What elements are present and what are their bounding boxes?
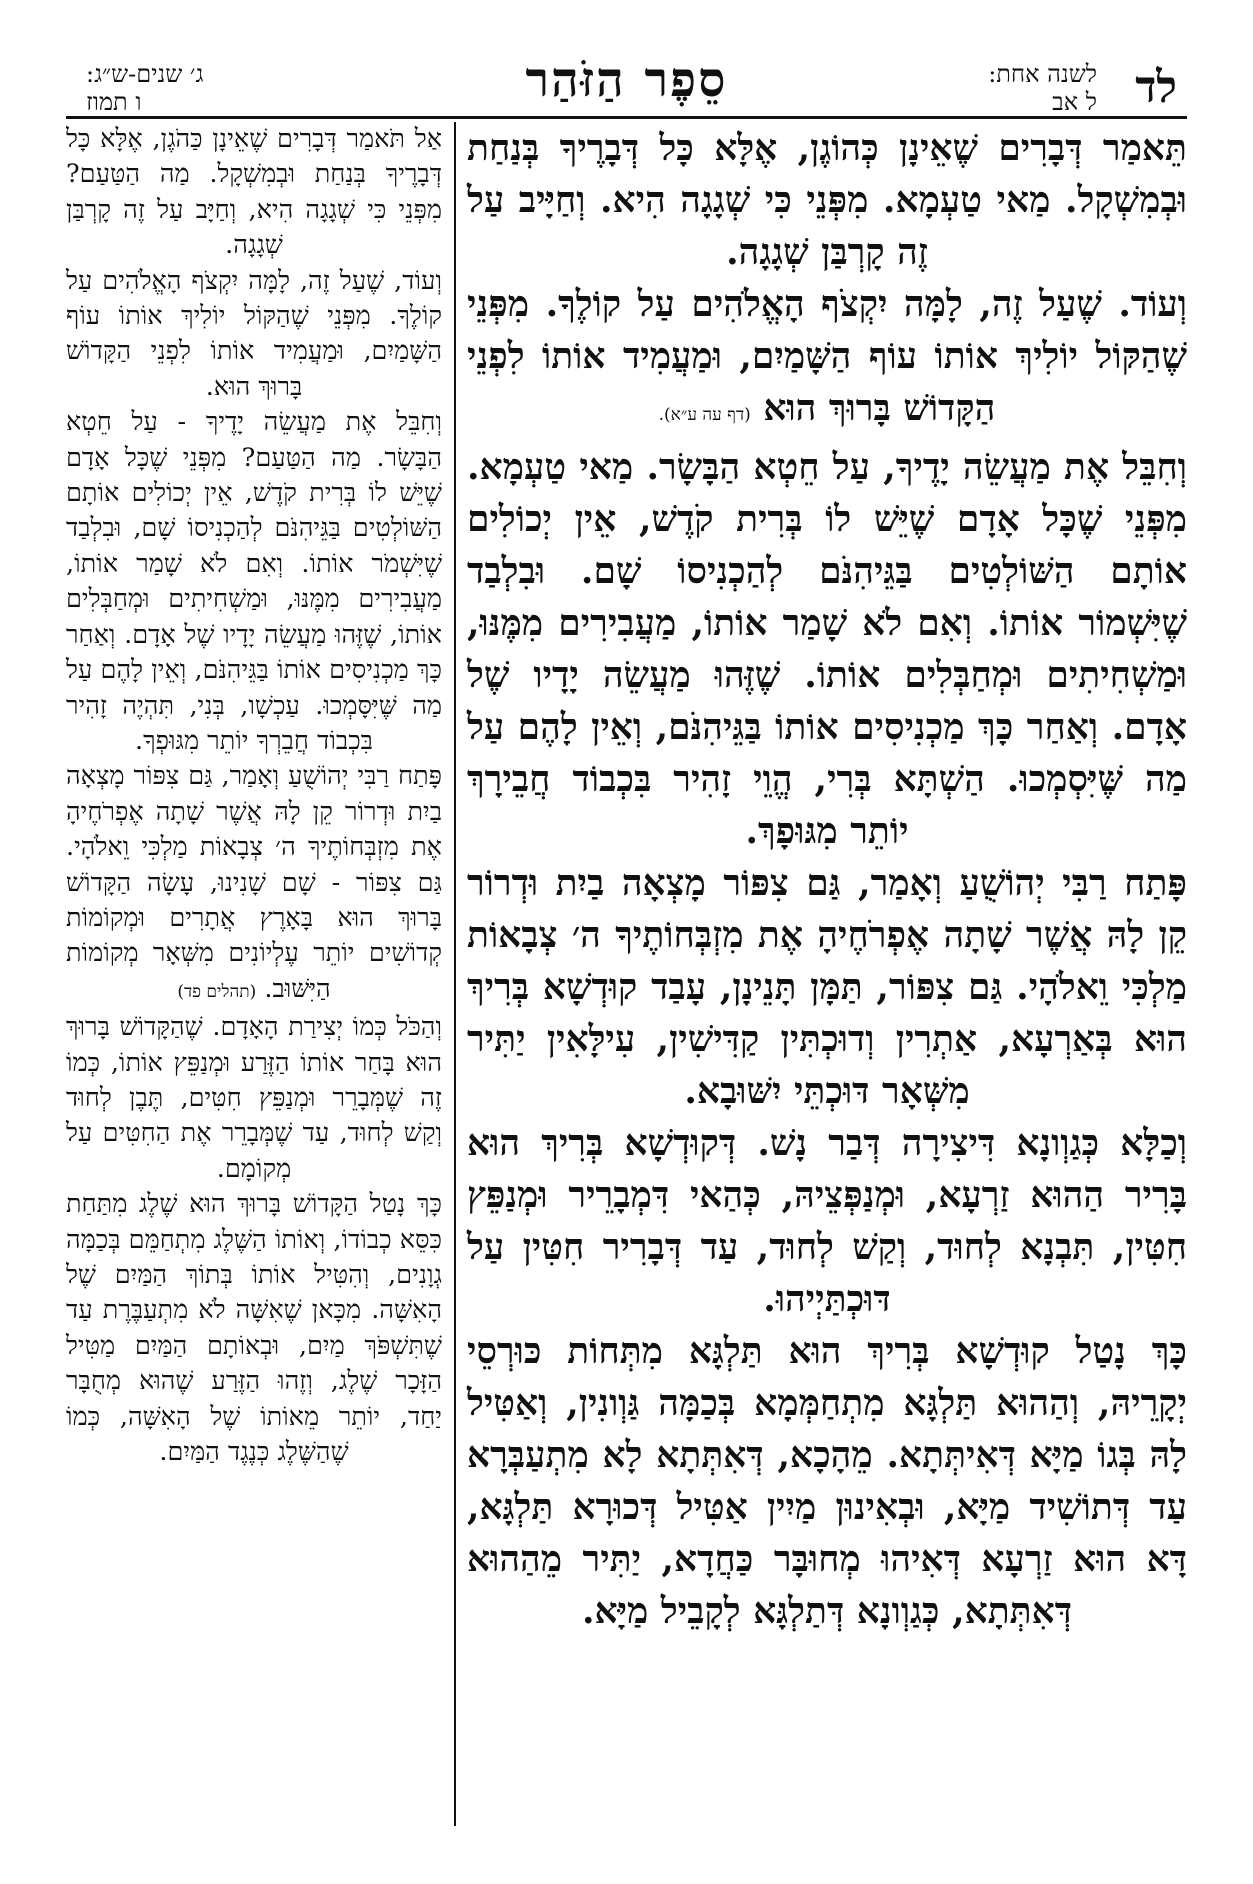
main-paragraph: פָּתַח רַבִּי יְהוֹשֻׁעַ וְאָמַר, גַּם צִפּוֹר מָצְאָה בַיִת וּדְרוֹר קֵן לָהּ אֲשֶׁר שָׁתָה אֶפְרֹחֶיהָ אֶת מִזְבְּחוֹתֶיךָ ה׳ צְבָאוֹת מַלְכִּי וֵאלֹהָי. גַּם צִפּוֹר, תַּמָּן תָּנֵינָן, עָבַד קוּדְשָׁא בְּרִיךְ הוּא בְּאַרְעָא, אַתְרִין וְדוּכְתִּין קַדִּישִׁין, עִילָּאִין יַתִּיר מִשְּׁאָר דּוּכְתֵּי יִשּׁוּבָא. xyxy=(467,862,1187,1112)
main-paragraph: וְעוֹד. שֶׁעַל זֶה, לָמָּה יִקְצֹף הָאֱלֹהִים עַל קוֹלֶךָ. מִפְּנֵי שֶׁהַקּוֹל יוֹלִיךְ אוֹתוֹ עוֹף הַשָּׁמַיִם, וּמַעֲמִיד אוֹתוֹ לִפְנֵי הַקָּדוֹשׁ בָּרוּךְ הוּא (דף עה ע״א). xyxy=(467,283,1187,429)
page-title: סֵפֶר הַזֹּהַר xyxy=(525,52,728,108)
main-paragraph: וְכַלָּא כְּגַוְונָא דִּיצִירָה דְּבַר נָשׁ. דְּקוּדְשָׁא בְּרִיךְ הוּא בָּרִיר הַהוּא זַרְעָא, וּמְנַפְּצֵיהּ, כְּהַאי דִּמְבָרֵיר וּמְנַפֵּץ חִטִּין, תִּבְנָא לְחוּד, וְקַשׁ לְחוּד, עַד דְּבָרִיר חִטִּין עַל דּוּכְתַּיְיהוּ. xyxy=(467,1122,1187,1320)
page-number: לד xyxy=(1135,62,1177,113)
side-paragraph: כָּךְ נָטַל הַקָּדוֹשׁ בָּרוּךְ הוּא שֶׁלֶג מִתַּחַת כִּסֵּא כְבוֹדוֹ, וְאוֹתוֹ הַשֶּׁלֶג מִתְחַמֵּם בְּכַמָּה גְוָנִים, וְהִטִּיל אוֹתוֹ בְּתוֹךְ הַמַּיִם שֶׁל הָאִשָּׁה. מִכָּאן שֶׁאִשָּׁה לֹא מִתְעַבֶּרֶת עַד שֶׁתִּשְׁפֹּךְ מַיִם, וּבְאוֹתָם הַמַּיִם מַטִּיל הַזָּכָר שֶׁלֶג, וְזֶהוּ הַזֶּרַע שֶׁהוּא מְחֻבָּר יַחַד, יוֹתֵר מֵאוֹתוֹ שֶׁל הָאִשָּׁה, כְּמוֹ שֶׁהַשֶּׁלֶג כְּנֶגֶד הַמַּיִם. xyxy=(66,1189,442,1468)
translation-column xyxy=(66,122,442,1470)
side-paragraph: אַל תֹּאמַר דְּבָרִים שֶׁאֵינָן כַּהֹגֶן, אֶלָּא כָּל דְּבָרֶיךָ בְּנַחַת וּבְמִשְׁקָל. מַה הַטַּעַם? מִפְּנֵי כִּי שְׁגָגָה הִיא, וְחַיָּב עַל זֶה קָרְבַּן שְׁגָגָה. xyxy=(66,124,442,261)
column-divider xyxy=(454,122,456,1826)
text-columns xyxy=(66,122,1187,1826)
citation: (דף עה ע״א). xyxy=(658,405,751,425)
side-paragraph: וְהַכֹּל כְּמוֹ יְצִירַת הָאָדָם. שֶׁהַקָּדוֹשׁ בָּרוּךְ הוּא בָּחַר אוֹתוֹ הַזֶּרַע וּמְנַפֵּץ אוֹתוֹ, כְּמוֹ זֶה שֶׁמְּבָרֵר וּמְנַפֵּץ חִטִּים, תֶּבֶן לְחוּד וְקַשׁ לְחוּד, עַד שֶׁמְּבָרֵר אֶת הַחִטִּים עַל מְקוֹמָם. xyxy=(66,1012,442,1184)
reading-schedule-three-years xyxy=(86,60,203,116)
main-paragraph: תֵּאמַר דְּבָרִים שֶׁאֵינָן כְּהוֹגֶן, אֶלָּא כָּל דְּבָרֶיךָ בְּנַחַת וּבְמִשְׁקָל. מַאי טַעְמָא. מִפְּנֵי כִּי שְׁגָגָה הִיא. וְחַיָּיב עַל זֶה קָרְבַּן שְׁגָגָה. xyxy=(467,127,1187,273)
side-paragraph: וְעוֹד, שֶׁעַל זֶה, לָמָּה יִקְצֹף הָאֱלֹהִים עַל קוֹלֶךָ. מִפְּנֵי שֶׁהַקּוֹל יוֹלִיךְ אוֹתוֹ עוֹף הַשָּׁמַיִם, וּמַעֲמִיד אוֹתוֹ לִפְנֵי הַקָּדוֹשׁ בָּרוּךְ הוּא. xyxy=(66,265,442,402)
reading-schedule-date: ל אב xyxy=(1052,88,1097,116)
side-paragraph: פָּתַח רַבִּי יְהוֹשֻׁעַ וְאָמַר, גַּם צִפּוֹר מָצְאָה בַיִת וּדְרוֹר קֵן לָהּ אֲשֶׁר שָׁתָה אֶפְרֹחֶיהָ אֶת מִזְבְּחוֹתֶיךָ ה׳ צְבָאוֹת מַלְכִּי וֵאלֹהָי. גַּם צִפּוֹר - שָׁם שָׁנִינוּ, עָשָׂה הַקָּדוֹשׁ בָּרוּךְ הוּא בָּאָרֶץ אֲתָרִים וּמְקוֹמוֹת קְדוֹשִׁים יוֹתֵר עֶלְיוֹנִים מִשְּׁאָר מְקוֹמוֹת הַיִּשּׁוּב. (תהלים פד) xyxy=(66,761,442,1004)
reading-schedule-label: ג׳ שנים-ש״ג: xyxy=(86,60,204,88)
citation: (תהלים פד) xyxy=(177,981,257,1002)
page-header xyxy=(66,52,1187,118)
main-paragraph: וְחִבֵּל אֶת מַעֲשֵׂה יָדֶיךָ, עַל חֵטְא הַבָּשָׂר. מַאי טַעְמָא. מִפְּנֵי שֶׁכָּל אָדָם שֶׁיֵּשׁ לוֹ בְּרִית קֹדֶשׁ, אֵין יְכוֹלִים אוֹתָם הַשּׁוֹלְטִים בַּגֵּיהִנֹּם לְהַכְנִיסוֹ שָׁם. וּבִלְבַד שֶׁיִּשְׁמוֹר אוֹתוֹ. וְאִם לֹא שָׁמַר אוֹתוֹ, מַעֲבִירִים מִמֶּנּוּ, וּמַשְׁחִיתִים וּמְחַבְּלִים אוֹתוֹ. שֶׁזֶּהוּ מַעֲשֵׂה יָדָיו שֶׁל אָדָם. וְאַחַר כָּךְ מַכְנִיסִים אוֹתוֹ בַּגֵּיהִנֹּם, וְאֵין לָהֶם עַל מַה שֶּׁיִּסְמְכוּ. הַשְׁתָּא בְּרִי, הֱוֵי זָהִיר בִּכְבוֹד חֲבֵירָךְ יוֹתֵר מִגּוּפָךְ. xyxy=(467,446,1187,852)
main-paragraph: כָּךְ נָטַל קוּדְשָׁא בְּרִיךְ הוּא תַּלְגָּא מִתְּחוֹת כּוּרְסֵי יְקָרֵיהּ, וְהַהוּא תַּלְגָּא מִתְחַמְּמָא בְּכַמָּה גַּוְונִין, וְאַטִּיל לָהּ בְּגוֹ מַיָּא דְּאִיתְּתָא. מֵהָכָא, דְּאִתְּתָא לָא מִתְעַבְּרָא עַד דְּתוֹשִׁיד מַיָּא, וּבְאִינוּן מַיִין אַטִּיל דְּכוּרָא תַּלְגָּא, דָּא הוּא זַרְעָא דְּאִיהוּ מְחוּבָּר כַּחֲדָא, יַתִּיר מֵהַהוּא דְּאִתְּתָא, כְּגַוְונָא דְּתַלְגָּא לְקָבֵיל מַיָּא. xyxy=(467,1330,1187,1632)
reading-schedule-date: ו תמוז xyxy=(86,88,142,116)
side-paragraph: וְחִבֵּל אֶת מַעֲשֵׂה יָדֶיךָ - עַל חֵטְא הַבָּשָׂר. מַה הַטַּעַם? מִפְּנֵי שֶׁכָּל אָדָם שֶׁיֵּשׁ לוֹ בְּרִית קֹדֶשׁ, אֵין יְכוֹלִים אוֹתָם הַשּׁוֹלְטִים בַּגֵּיהִנֹּם לְהַכְנִיסוֹ שָׁם, וּבִלְבַד שֶׁיִּשְׁמֹר אוֹתוֹ. וְאִם לֹא שָׁמַר אוֹתוֹ, מַעֲבִירִים מִמֶּנּוּ, וּמַשְׁחִיתִים וּמְחַבְּלִים אוֹתוֹ, שֶׁזֶּהוּ מַעֲשֵׂה יָדָיו שֶׁל אָדָם. וְאַחַר כָּךְ מַכְנִיסִים אוֹתוֹ בַּגֵּיהִנֹּם, וְאֵין לָהֶם עַל מַה שֶּׁיִּסָּמְכוּ. עַכְשָׁו, בְּנִי, תִּהְיֶה זָהִיר בִּכְבוֹד חֲבֵרְךָ יוֹתֵר מִגּוּפְךָ. xyxy=(66,407,442,756)
header-divider xyxy=(66,116,1187,119)
reading-schedule-label: לשנה אחת: xyxy=(988,60,1097,88)
main-text-column xyxy=(467,122,1187,1637)
